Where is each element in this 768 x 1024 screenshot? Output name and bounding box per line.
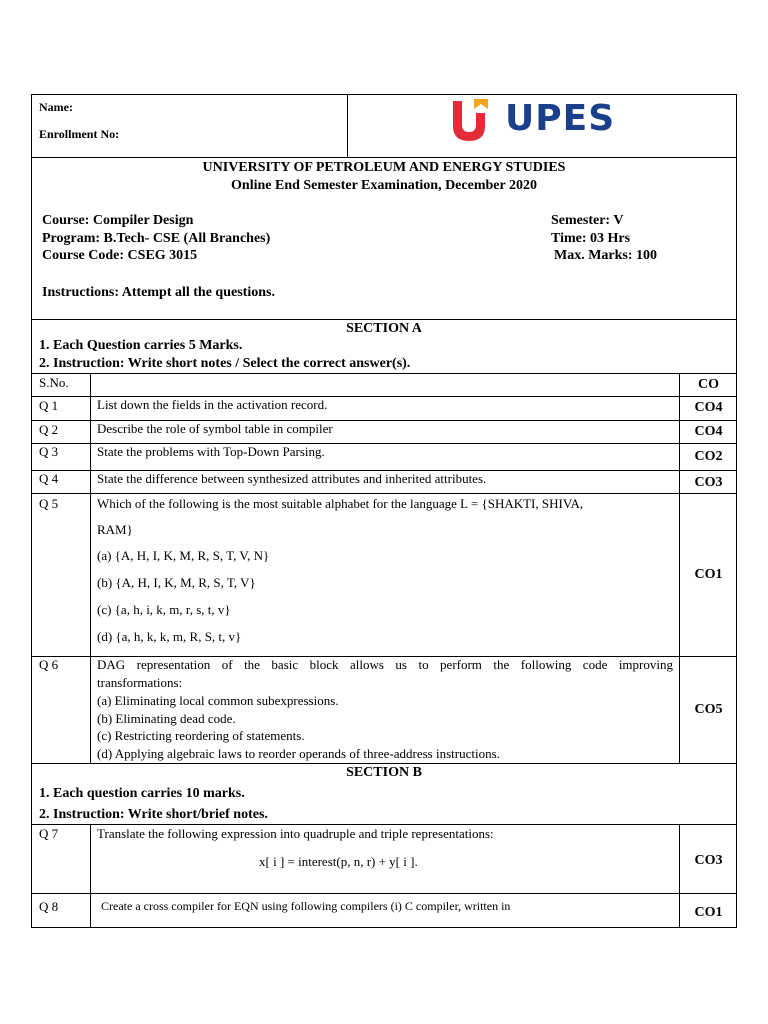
upes-logo-text: UPES	[505, 98, 616, 139]
q5-line-1: Which of the following is the most suitable alphabet for the language L = {SHAKTI, SHIVA,	[97, 496, 584, 511]
q6-option-c: (c) Restricting reordering of statements.	[97, 728, 305, 743]
q5-option-d: (d) {a, h, k, k, m, R, S, t, v}	[97, 629, 242, 644]
section-b-title: SECTION B	[346, 765, 422, 780]
section-a-title: SECTION A	[346, 321, 422, 336]
q7-number: Q 7	[39, 826, 59, 841]
program: Program: B.Tech- CSE (All Branches)	[42, 231, 271, 246]
q5-co: CO1	[694, 567, 723, 582]
section-a-note-1: 1. Each Question carries 5 Marks.	[39, 338, 243, 353]
q8-line-1: Create a cross compiler for EQN using following compilers (i) C compiler, written in	[101, 899, 511, 913]
q6-line-1: DAG representation of the basic block allows us to perform the following code improving	[97, 657, 673, 672]
q6-option-a: (a) Eliminating local common subexpressions.	[97, 693, 339, 708]
exam-paper	[31, 94, 737, 928]
q2-number: Q 2	[39, 422, 59, 437]
name-label: Name:	[39, 100, 73, 114]
q1-text: List down the fields in the activation record.	[97, 397, 328, 412]
upes-logo	[450, 95, 620, 150]
q1-number: Q 1	[39, 398, 59, 413]
q5-option-b: (b) {A, H, I, K, M, R, S, T, V}	[97, 575, 256, 590]
course-code: Course Code: CSEG 3015	[42, 248, 198, 263]
q7-expression: x[ i ] = interest(p, n, r) + y[ i ].	[259, 854, 418, 869]
section-b-note-2: 2. Instruction: Write short/brief notes.	[39, 807, 268, 822]
enrollment-label: Enrollment No:	[39, 127, 120, 141]
university-name: UNIVERSITY OF PETROLEUM AND ENERGY STUDIES	[202, 160, 566, 175]
q6-number: Q 6	[39, 657, 59, 672]
q6-option-b: (b) Eliminating dead code.	[97, 711, 236, 726]
q7-co: CO3	[694, 853, 723, 868]
course: Course: Compiler Design	[42, 213, 194, 228]
q3-co: CO2	[694, 449, 723, 464]
q1-co: CO4	[694, 400, 723, 415]
q3-text: State the problems with Top-Down Parsing.	[97, 444, 325, 459]
q5-line-2: RAM}	[97, 522, 133, 537]
q2-text: Describe the role of symbol table in compiler	[97, 421, 333, 436]
q8-number: Q 8	[39, 899, 59, 914]
q7-line-1: Translate the following expression into quadruple and triple representations:	[97, 826, 494, 841]
semester: Semester: V	[551, 213, 624, 228]
q5-option-a: (a) {A, H, I, K, M, R, S, T, V, N}	[97, 548, 270, 563]
exam-title: Online End Semester Examination, December 2020	[231, 178, 537, 193]
time: Time: 03 Hrs	[551, 231, 631, 246]
q2-co: CO4	[694, 424, 723, 439]
q4-text: State the difference between synthesized attributes and inherited attributes.	[97, 471, 487, 486]
q6-line-2: transformations:	[97, 675, 183, 690]
q5-option-c: (c) {a, h, i, k, m, r, s, t, v}	[97, 602, 231, 617]
q6-co: CO5	[694, 702, 723, 717]
col-sno-header: S.No.	[39, 375, 69, 390]
section-b-note-1: 1. Each question carries 10 marks.	[39, 786, 245, 801]
instructions: Instructions: Attempt all the questions.	[42, 285, 275, 300]
q4-co: CO3	[694, 475, 723, 490]
max-marks: Max. Marks: 100	[554, 248, 658, 263]
q6-option-d: (d) Applying algebraic laws to reorder operands of three-address instructions.	[97, 746, 500, 761]
q8-co: CO1	[694, 905, 723, 920]
q3-number: Q 3	[39, 444, 59, 459]
col-co-header: CO	[698, 377, 719, 392]
section-a-note-2: 2. Instruction: Write short notes / Select the correct answer(s).	[39, 356, 411, 371]
q4-number: Q 4	[39, 471, 59, 486]
q5-number: Q 5	[39, 496, 59, 511]
